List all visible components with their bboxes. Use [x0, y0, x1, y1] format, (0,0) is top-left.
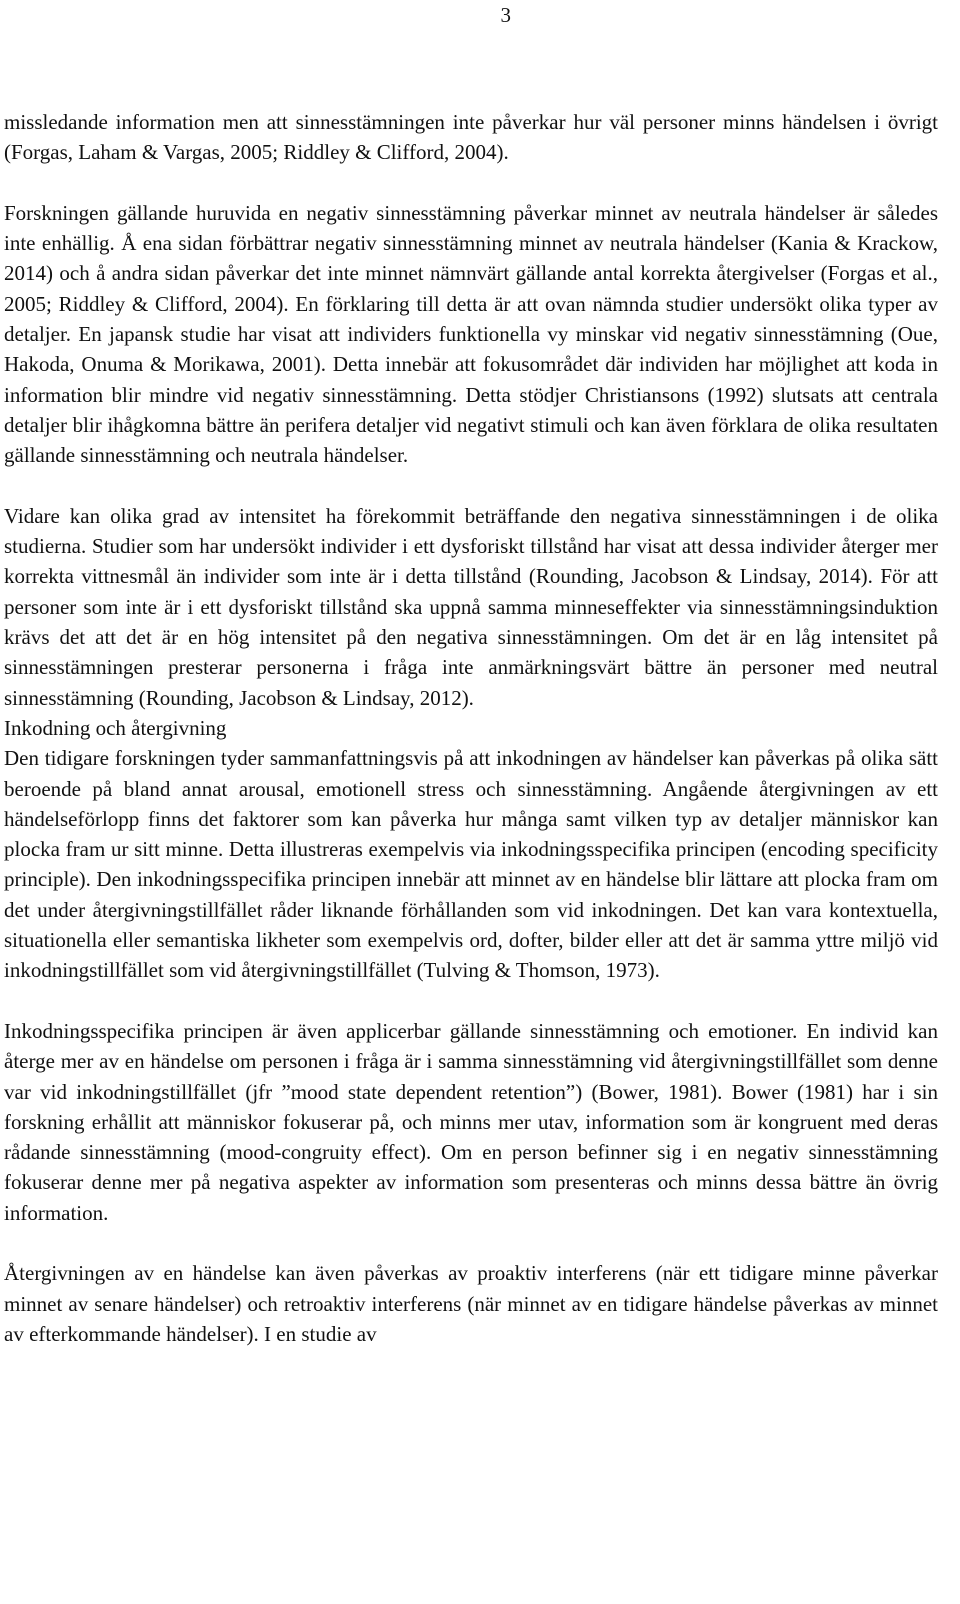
paragraph-1: missledande information men att sinnesstämningen inte påverkar hur väl personer minns händelsen i övrigt (Forgas, Laham & Vargas, 2005; Riddley & Clifford, 2004). [4, 110, 938, 165]
paragraph-5: Inkodningsspecifika principen är även applicerbar gällande sinnesstämning och emotioner. En individ kan återge mer av en händelse om personen i fråga är i samma sinnesstämning vid återgivningstillfället som denne var vid inkodningstillfället (jfr ”mood state dependent retention”) (Bower, 1981). Bower (1981) har i sin forskning erhållit att människor fokuserar på, och minns mer utav, information som är kongruent med deras rådande sinnesstämning (mood-congruity effect). Om en person befinner sig i en negativ sinnesstämning fokuserar denne mer på negativa aspekter av information som presenteras och minns dessa bättre än övrig information. [4, 1018, 938, 1225]
paragraph-6: Återgivningen av en händelse kan även påverkas av proaktiv interferens (när ett tidigare minne påverkar minnet av senare händelser) och retroaktiv interferens (när minnet av en tidigare händelse påverkas av minnet av efterkommande händelser). I en studie av [4, 1261, 938, 1346]
paragraph-3: Vidare kan olika grad av intensitet ha förekommit beträffande den negativa sinnesstämningen i de olika studierna. Studier som har undersökt individer i ett dysforiskt tillstånd har visat att dessa individer återger mer korrekta vittnesmål än individer som inte är i detta tillstånd (Rounding, Jacobson & Lindsay, 2014). För att personer som inte är i ett dysforiskt tillstånd ska uppnå samma minneseffekter via sinnesstämningsinduktion krävs det att det är en hög intensitet på den negativa sinnesstämningen. Om det är en låg intensitet på sinnesstämningen presterar personerna i fråga inte anmärkningsvärt bättre än personer med neutral sinnesstämning (Rounding, Jacobson & Lindsay, 2012). [4, 503, 938, 710]
page-number: 3 [500, 3, 511, 27]
section-heading: Inkodning och återgivning [4, 715, 227, 740]
paragraph-2: Forskningen gällande huruvida en negativ sinnesstämning påverkar minnet av neutrala händelser är således inte enhällig. Å ena sidan förbättrar negativ sinnesstämning minnet av neutrala händelser (Kania & Krackow, 2014) och å andra sidan påverkar det inte minnet nämnvärt gällande antal korrekta återgivelser (Forgas et al., 2005; Riddley & Clifford, 2004). En förklaring till detta är att ovan nämnda studier undersökt olika typer av detaljer. En japansk studie har visat att individers funktionella vy minskar vid negativ sinnesstämning (Oue, Hakoda, Onuma & Morikawa, 2001). Detta innebär att fokusområdet där individen har möjlighet att koda in information blir mindre vid negativ sinnesstämning. Detta stödjer Christiansons (1992) slutsats att centrala detaljer blir ihågkomna bättre än perifera detaljer vid negativt stimuli och kan även förklara de olika resultaten gällande sinnesstämning och neutrala händelser. [4, 200, 938, 468]
document-body [4, 107, 938, 1349]
paragraph-4: Den tidigare forskningen tyder sammanfattningsvis på att inkodningen av händelser kan påverkas på olika sätt beroende på bland annat arousal, emotionell stress och sinnesstämning. Angående återgivningen av ett händelseförlopp finns det faktorer som kan påverka hur många samt vilken typ av detaljer människor kan plocka fram ur sitt minne. Detta illustreras exempelvis via inkodningsspecifika principen (encoding specificity principle). Den inkodningsspecifika principen innebär att minnet av en händelse blir lättare att plocka fram om det under återgivningstillfället råder liknande förhållanden som vid inkodningen. Det kan vara kontextuella, situationella eller semantiska likheter som exempelvis ord, dofter, bilder eller att det är samma yttre miljö vid inkodningstillfället som vid återgivningstillfället (Tulving & Thomson, 1973). [4, 746, 938, 983]
